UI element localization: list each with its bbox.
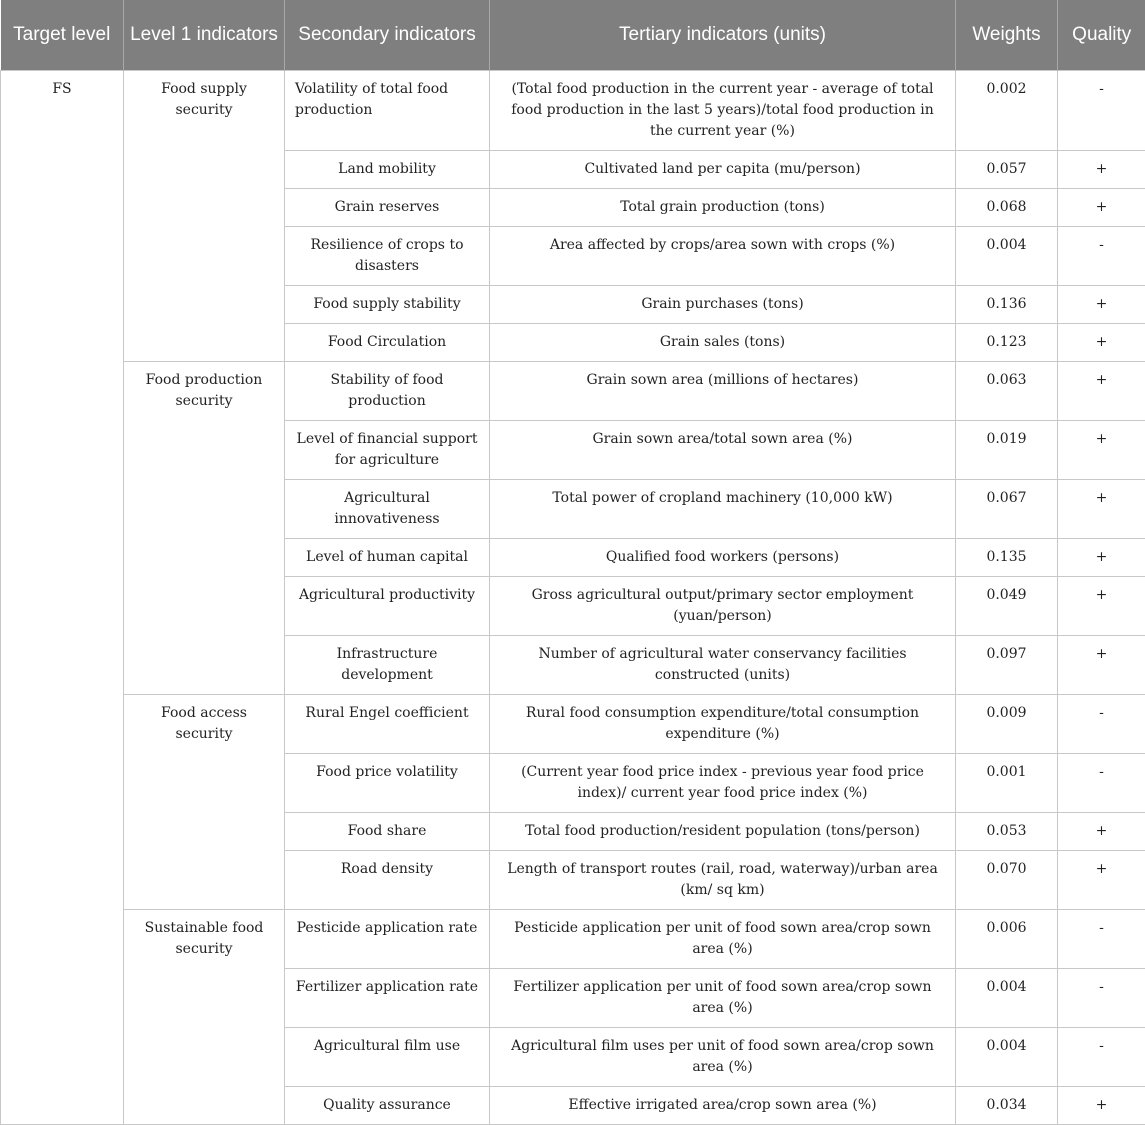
header-weights: Weights (956, 0, 1058, 70)
table-row (1, 361, 1145, 420)
weight-cell: 0.123 (956, 323, 1058, 361)
tertiary-cell: Area affected by crops/area sown with crops (%) (490, 226, 956, 285)
weight-cell: 0.053 (956, 812, 1058, 850)
quality-cell: - (1058, 753, 1145, 812)
quality-cell: + (1058, 1086, 1145, 1124)
tertiary-cell: (Total food production in the current year - average of total food production in the last 5 years)/total food production in the current year (%) (490, 70, 956, 150)
weight-cell: 0.001 (956, 753, 1058, 812)
header-tertiary-indicators: Tertiary indicators (units) (490, 0, 956, 70)
quality-cell: - (1058, 226, 1145, 285)
weight-cell: 0.009 (956, 694, 1058, 753)
weight-cell: 0.002 (956, 70, 1058, 150)
secondary-cell: Agricultural productivity (285, 576, 490, 635)
secondary-cell: Food supply stability (285, 285, 490, 323)
target-level-cell: FS (1, 70, 124, 1124)
tertiary-cell: Agricultural film uses per unit of food sown area/crop sown area (%) (490, 1027, 956, 1086)
weight-cell: 0.019 (956, 420, 1058, 479)
weight-cell: 0.063 (956, 361, 1058, 420)
secondary-cell: Volatility of total food production (285, 70, 490, 150)
header-quality: Quality (1058, 0, 1145, 70)
level1-cell: Food access security (124, 694, 285, 909)
quality-cell: - (1058, 1027, 1145, 1086)
secondary-cell: Level of human capital (285, 538, 490, 576)
secondary-cell: Food Circulation (285, 323, 490, 361)
header-level1-indicators: Level 1 indicators (124, 0, 285, 70)
secondary-cell: Stability of food production (285, 361, 490, 420)
quality-cell: + (1058, 812, 1145, 850)
quality-cell: + (1058, 361, 1145, 420)
secondary-cell: Food share (285, 812, 490, 850)
secondary-cell: Pesticide application rate (285, 909, 490, 968)
quality-cell: + (1058, 479, 1145, 538)
tertiary-cell: Grain sales (tons) (490, 323, 956, 361)
quality-cell: + (1058, 850, 1145, 909)
quality-cell: - (1058, 909, 1145, 968)
tertiary-cell: (Current year food price index - previous year food price index)/ current year food price index (%) (490, 753, 956, 812)
secondary-cell: Food price volatility (285, 753, 490, 812)
tertiary-cell: Effective irrigated area/crop sown area (%) (490, 1086, 956, 1124)
tertiary-cell: Number of agricultural water conservancy facilities constructed (units) (490, 635, 956, 694)
secondary-cell: Level of financial support for agriculture (285, 420, 490, 479)
secondary-cell: Rural Engel coefficient (285, 694, 490, 753)
level1-cell: Food supply security (124, 70, 285, 361)
tertiary-cell: Pesticide application per unit of food sown area/crop sown area (%) (490, 909, 956, 968)
weight-cell: 0.070 (956, 850, 1058, 909)
secondary-cell: Land mobility (285, 150, 490, 188)
quality-cell: - (1058, 70, 1145, 150)
tertiary-cell: Total food production/resident population (tons/person) (490, 812, 956, 850)
tertiary-cell: Grain purchases (tons) (490, 285, 956, 323)
secondary-cell: Quality assurance (285, 1086, 490, 1124)
quality-cell: + (1058, 285, 1145, 323)
weight-cell: 0.136 (956, 285, 1058, 323)
secondary-cell: Agricultural film use (285, 1027, 490, 1086)
tertiary-cell: Fertilizer application per unit of food sown area/crop sown area (%) (490, 968, 956, 1027)
level1-cell: Food production security (124, 361, 285, 694)
secondary-cell: Fertilizer application rate (285, 968, 490, 1027)
quality-cell: - (1058, 694, 1145, 753)
tertiary-cell: Rural food consumption expenditure/total consumption expenditure (%) (490, 694, 956, 753)
header-secondary-indicators: Secondary indicators (285, 0, 490, 70)
quality-cell: + (1058, 538, 1145, 576)
tertiary-cell: Total grain production (tons) (490, 188, 956, 226)
table-row (1, 694, 1145, 753)
quality-cell: + (1058, 150, 1145, 188)
weight-cell: 0.068 (956, 188, 1058, 226)
secondary-cell: Infrastructure development (285, 635, 490, 694)
quality-cell: + (1058, 420, 1145, 479)
quality-cell: + (1058, 323, 1145, 361)
header-row (1, 0, 1145, 70)
weight-cell: 0.004 (956, 226, 1058, 285)
tertiary-cell: Qualified food workers (persons) (490, 538, 956, 576)
header-target-level: Target level (1, 0, 124, 70)
weight-cell: 0.004 (956, 1027, 1058, 1086)
tertiary-cell: Length of transport routes (rail, road, waterway)/urban area (km/ sq km) (490, 850, 956, 909)
weight-cell: 0.135 (956, 538, 1058, 576)
tertiary-cell: Gross agricultural output/primary sector employment (yuan/person) (490, 576, 956, 635)
weight-cell: 0.097 (956, 635, 1058, 694)
quality-cell: + (1058, 635, 1145, 694)
tertiary-cell: Total power of cropland machinery (10,000 kW) (490, 479, 956, 538)
table-row (1, 909, 1145, 968)
secondary-cell: Grain reserves (285, 188, 490, 226)
weight-cell: 0.006 (956, 909, 1058, 968)
secondary-cell: Road density (285, 850, 490, 909)
weight-cell: 0.004 (956, 968, 1058, 1027)
tertiary-cell: Grain sown area/total sown area (%) (490, 420, 956, 479)
quality-cell: + (1058, 576, 1145, 635)
quality-cell: + (1058, 188, 1145, 226)
weight-cell: 0.034 (956, 1086, 1058, 1124)
table-row (1, 70, 1145, 150)
tertiary-cell: Grain sown area (millions of hectares) (490, 361, 956, 420)
weight-cell: 0.049 (956, 576, 1058, 635)
level1-cell: Sustainable food security (124, 909, 285, 1124)
secondary-cell: Agricultural innovativeness (285, 479, 490, 538)
weight-cell: 0.067 (956, 479, 1058, 538)
tertiary-cell: Cultivated land per capita (mu/person) (490, 150, 956, 188)
secondary-cell: Resilience of crops to disasters (285, 226, 490, 285)
weight-cell: 0.057 (956, 150, 1058, 188)
quality-cell: - (1058, 968, 1145, 1027)
